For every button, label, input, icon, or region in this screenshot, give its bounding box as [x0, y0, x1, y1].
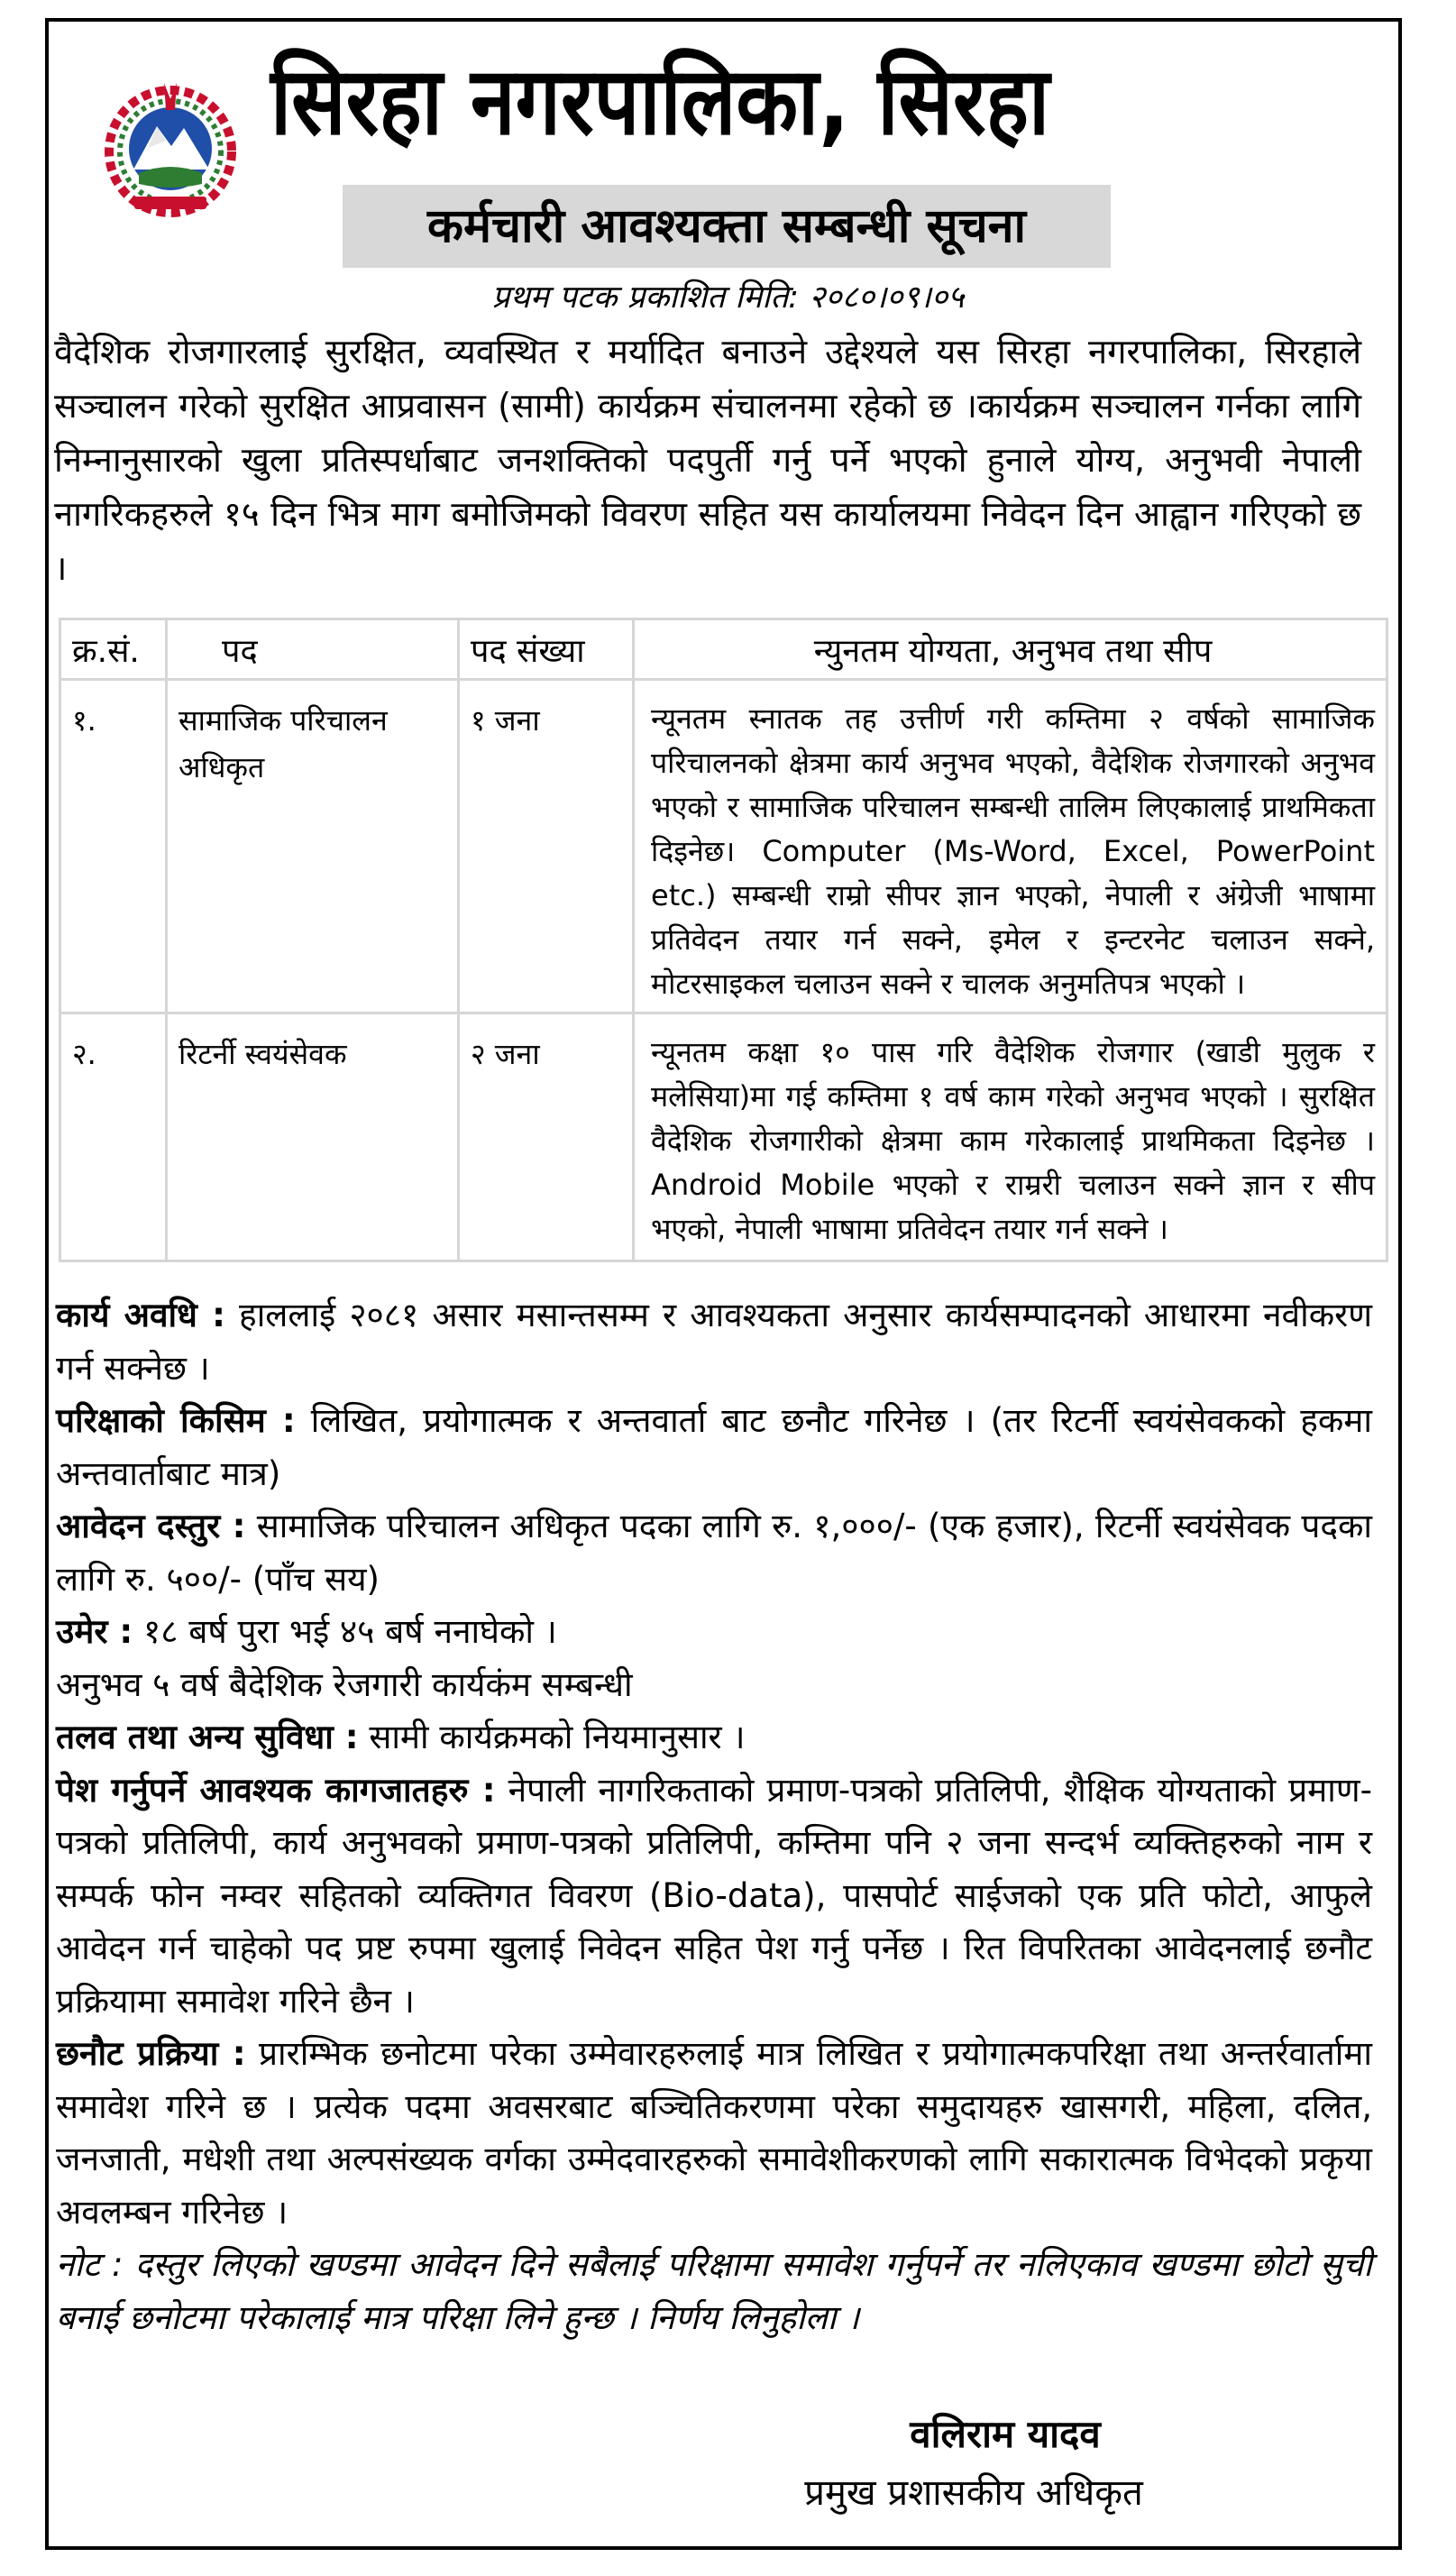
signatory-name: वलिराम यादव — [910, 2412, 1101, 2456]
table-row — [60, 680, 1387, 1013]
exam-label: परिक्षाको किसिम : — [56, 1401, 296, 1440]
fee-text: सामाजिक परिचालन अधिकृत पदका लागि रु. १,०००/- (एक हजार), रिटर्नी स्वयंसेवक पदका लागि रु. ५००/- (पाँच सय) — [56, 1507, 1372, 1599]
header-count: पद संख्या — [459, 619, 634, 680]
header-serial: क्र.सं. — [60, 619, 167, 680]
row-serial: १. — [60, 680, 167, 1013]
fee-label: आवेदन दस्तुर : — [56, 1507, 246, 1545]
row-count: १ जना — [459, 680, 634, 1013]
row-post: रिटर्नी स्वयंसेवक — [167, 1013, 459, 1261]
intro-paragraph: वैदेशिक रोजगारलाई सुरक्षित, व्यवस्थित र मर्यादित बनाउने उद्देश्यले यस सिरहा नगरपालिका, सिरहाले सञ्चालन गरेको सुरक्षित आप्रवासन (सामी) कार्यक्रम संचालनमा रहेको छ ।कार्यक्रम सञ्चालन गर्नका लागि निम्नानुसारको खुला प्रतिस्पर्धाबाट जनशक्तिको पदपुर्ती गर्नु पर्ने भएको हुनाले योग्य, अनुभवी नेपाली नागरिकहरुले १५ दिन भित्र माग बमोजिमको विवरण सहित यस कार्यालयमा निवेदन दिन आह्वान गरिएको छ । — [54, 332, 1361, 588]
details-section — [56, 1289, 1372, 2344]
duration-label: कार्य अवधि : — [56, 1296, 225, 1334]
documents-text: नेपाली नागरिकताको प्रमाण-पत्रको प्रतिलिपी, शैक्षिक योग्यताको प्रमाण-पत्रको प्रतिलिपी, कार्य अनुभवको प्रमाण-पत्रको प्रतिलिपी, कम्तिमा पनि २ जना सन्दर्भ व्यक्तिहरुको नाम र सम्पर्क फोन नम्वर सहितको व्यक्तिगत विवरण (Bio-data), पासपोर्ट साईजको एक प्रति फोटो, आफुले आवेदन गर्न चाहेको पद प्रष्ट रुपमा खुलाई निवेदन सहित पेश गर्नु पर्नेछ । रित विपरितका आवेदनलाई छनौट प्रक्रियामा समावेश गरिने छैन । — [56, 1770, 1372, 2021]
page-title: सिरहा नगरपालिका, सिरहा — [270, 46, 1050, 156]
exam-item — [56, 1395, 1372, 1500]
table-row — [60, 1013, 1387, 1261]
salary-text: सामी कार्यक्रमको नियमानुसार । — [369, 1718, 746, 1756]
published-date: प्रथम पटक प्रकाशित मिति: २०८०।०९।०५ — [491, 280, 965, 316]
note-text: नोट : दस्तुर लिएको खण्डमा आवेदन दिने सबैलाई परिक्षामा समावेश गर्नुपर्ने तर नलिएकाव खण्डमा छोटो सुची बनाई छनोटमा परेकालाई मात्र परिक्षा लिने हुन्छ । निर्णय लिनुहोला । — [56, 2245, 1372, 2337]
age-label: उमेर : — [56, 1612, 133, 1651]
row-requirements: न्यूनतम स्नातक तह उत्तीर्ण गरी कम्तिमा २ वर्षको सामाजिक परिचालनको क्षेत्रमा कार्य अनुभव भएको, वैदेशिक रोजगारको अनुभव भएको र सामाजिक परिचालन सम्बन्धी तालिम लिएकालाई प्राथमिकता दिइनेछ। Computer (Ms-Word, Excel, PowerPoint etc.) सम्बन्धी राम्रो सीपर ज्ञान भएको, नेपाली र अंग्रेजी भाषामा प्रतिवेदन तयार गर्न सक्ने, इमेल र इन्टरनेट चलाउन सक्ने, मोटरसाइकल चलाउन सक्ने र चालक अनुमतिपत्र भएको । — [634, 680, 1387, 1013]
experience-item: अनुभव ५ वर्ष बैदेशिक रेजगारी कार्यकंम सम्बन्धी — [56, 1664, 633, 1704]
table-header-row — [60, 619, 1387, 680]
row-serial: २. — [60, 1013, 167, 1261]
fee-item — [56, 1500, 1372, 1606]
documents-item — [56, 1765, 1372, 2029]
selection-label: छनौट प्रक्रिया : — [56, 2034, 246, 2073]
documents-label: पेश गर्नुपर्ने आवश्यक कागजातहरु : — [56, 1770, 496, 1810]
header-requirements — [634, 619, 1387, 680]
notice-subtitle: कर्मचारी आवश्यक्ता सम्बन्धी सूचना — [427, 199, 1026, 253]
duration-item — [56, 1289, 1372, 1395]
municipality-emblem-icon — [94, 72, 247, 225]
salary-item — [56, 1711, 1372, 1765]
row-requirements: न्यूनतम कक्षा १० पास गरि वैदेशिक रोजगार (खाडी मुलुक र मलेसिया)मा गई कम्तिमा १ वर्ष काम गरेको अनुभव भएको । सुरक्षित वैदेशिक रोजगारीको क्षेत्रमा काम गरेकालाई प्राथमिकता दिइनेछ । Android Mobile भएको र राम्ररी चलाउन सक्ने ज्ञान र सीप भएको, नेपाली भाषामा प्रतिवेदन तयार गर्न सक्ने । — [634, 1013, 1387, 1261]
age-text: १८ बर्ष पुरा भई ४५ बर्ष ननाघेको । — [142, 1612, 557, 1651]
selection-item — [56, 2028, 1372, 2239]
selection-text: प्रारम्भिक छनोटमा परेका उम्मेवारहरुलाई मात्र लिखित र प्रयोगात्मकपरिक्षा तथा अन्तर्रवार्तामा समावेश गरिने छ । प्रत्येक पदमा अवसरबाट बञ्चितिकरणमा परेका समुदायहरु खासगरी, महिला, दलित, जनजाती, मधेशी तथा अल्पसंख्यक वर्गका उम्मेदवारहरुको समावेशीकरणको लागि सकारात्मक विभेदको प्रकृया अवलम्बन गरिनेछ । — [56, 2034, 1372, 2232]
row-post: सामाजिक परिचालन अधिकृत — [167, 680, 459, 1013]
salary-label: तलव तथा अन्य सुविधा : — [56, 1718, 359, 1756]
duration-text: हाललाई २०८१ असार मसान्तसम्म र आवश्यकता अनुसार कार्यसम्पादनको आधारमा नवीकरण गर्न सक्नेछ । — [56, 1296, 1372, 1388]
header-post — [167, 619, 459, 680]
row-count: २ जना — [459, 1013, 634, 1261]
vacancy-table — [59, 618, 1388, 1262]
header-requirements-label: न्युनतम योग्यता, अनुभव तथा सीप — [813, 632, 1213, 670]
exam-text: लिखित, प्रयोगात्मक र अन्तवार्ता बाट छनौट गरिनेछ । (तर रिटर्नी स्वयंसेवकको हकमा अन्तवार्ताबाट मात्र) — [56, 1401, 1372, 1493]
header-post-label: पद — [222, 632, 258, 670]
age-item — [56, 1606, 1372, 1659]
signatory-title: प्रमुख प्रशासकीय अधिकृत — [804, 2472, 1143, 2514]
